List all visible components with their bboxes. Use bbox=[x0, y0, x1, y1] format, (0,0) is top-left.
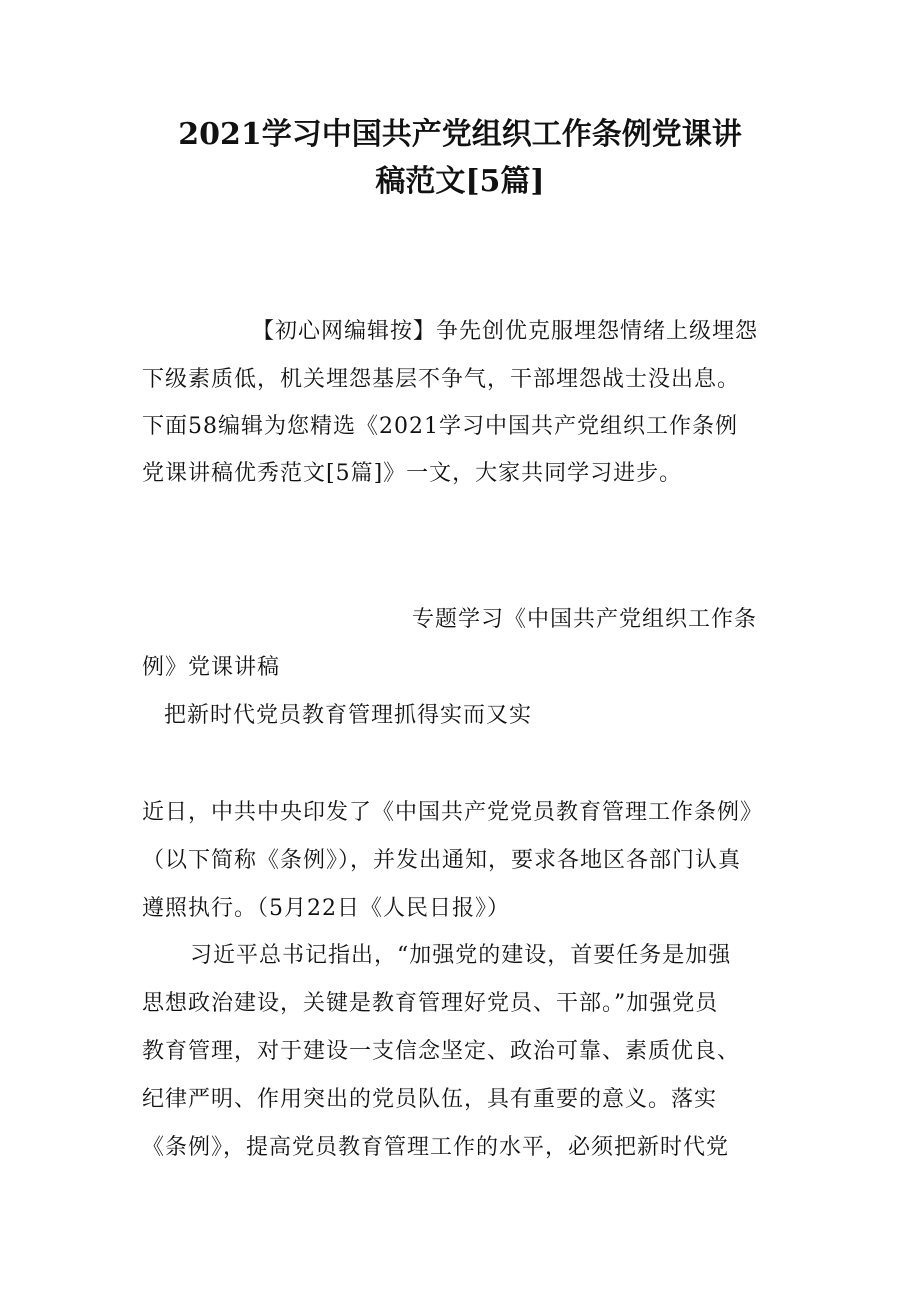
paragraph-1-line-1: 近日，中共中央印发了《中国共产党党员教育管理工作条例》 bbox=[142, 800, 764, 825]
paragraph-1-line-2: （以下简称《条例》），并发出通知，要求各地区各部门认真 bbox=[142, 848, 742, 873]
paragraph-1-line-3: 遵照执行。（5月22日《人民日报》） bbox=[142, 896, 510, 921]
document-title-line-2: 稿范文[5篇] bbox=[375, 164, 545, 199]
paragraph-2-line-5: 《条例》，提高党员教育管理工作的水平，必须把新时代党 bbox=[142, 1135, 730, 1160]
paragraph-2-line-3: 教育管理，对于建设一支信念坚定、政治可靠、素质优良、 bbox=[142, 1039, 741, 1064]
subtitle-line-1: 专题学习《中国共产党组织工作条 bbox=[412, 607, 758, 632]
editor-note-line-2: 下级素质低，机关埋怨基层不争气，干部埋怨战士没出息。 bbox=[142, 367, 741, 392]
paragraph-2-line-4: 纪律严明、作用突出的党员队伍，具有重要的意义。落实 bbox=[142, 1087, 718, 1112]
subtitle-line-2: 例》党课讲稿 bbox=[142, 655, 281, 680]
document-title-line-1: 2021学习中国共产党组织工作条例党课讲 bbox=[178, 117, 742, 152]
editor-note-line-4: 党课讲稿优秀范文[5篇]》一文，大家共同学习进步。 bbox=[142, 461, 683, 486]
section-heading: 把新时代党员教育管理抓得实而又实 bbox=[164, 703, 533, 728]
editor-note-line-3: 下面58编辑为您精选《2021学习中国共产党组织工作条例 bbox=[142, 414, 738, 439]
editor-note-line-1: 【初心网编辑按】争先创优克服埋怨情绪上级埋怨 bbox=[252, 319, 759, 344]
paragraph-2-line-1: 习近平总书记指出，“加强党的建设，首要任务是加强 bbox=[190, 943, 732, 968]
paragraph-2-line-2: 思想政治建设，关键是教育管理好党员、干部。”加强党员 bbox=[142, 991, 719, 1016]
